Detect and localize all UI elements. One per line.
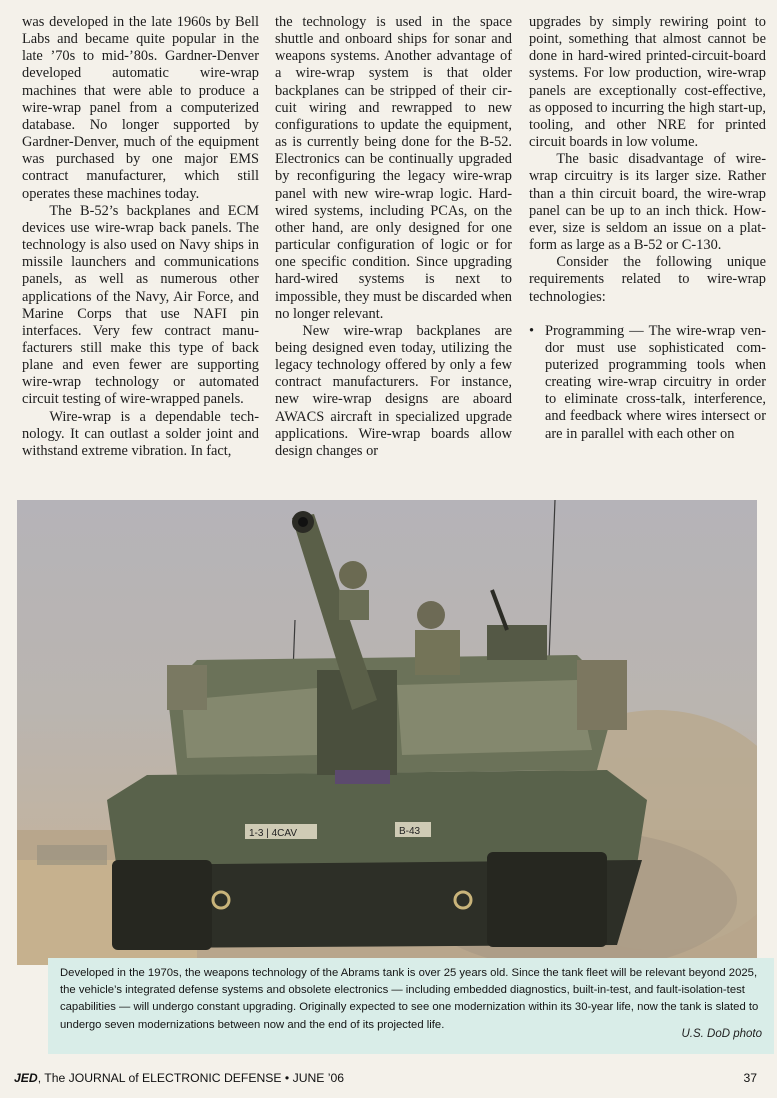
journal-logo: JED bbox=[14, 1071, 38, 1085]
text-column-3 bbox=[529, 14, 766, 443]
text-column-1 bbox=[22, 14, 259, 460]
paragraph: The B-52’s backplanes and ECM devices use wire-wrap back panels. The technology is also used on Navy ships in missile launchers and communications panels, as well as numerous other applications of the Navy, Air Force, and Marine Corps that use NAFI pin interfaces. Very few contract manufacturers still make this type of back plane and even fewer are supporting wire-wrap technology or automated circuit testing of wire-wrapped panels. bbox=[22, 202, 259, 408]
footer-separator: • bbox=[284, 1071, 290, 1085]
photo-caption bbox=[48, 958, 774, 1054]
journal-title: , The JOURNAL of ELECTRONIC DEFENSE bbox=[37, 1071, 282, 1085]
bumper-plate-right: B-43 bbox=[399, 826, 421, 837]
tank-illustration bbox=[17, 500, 757, 965]
paragraph: was developed in the late 1960s by Bell Labs and became quite popular in the late ’70s to mid-’80s. Gardner-Denver developed automatic wire-wrap machines that were able to produce a wire-wrap panel from a computerized database. No longer supported by Gardner-Denver, much of the equipment was purchased by one major EMS contract manufacturer, which still operates these machines today. bbox=[22, 14, 259, 202]
paragraph: New wire-wrap backplanes are being designed even today, utilizing the legacy technology offered by only a few contract manufacturers. For instance, new wire-wrap designs are aboard AWACS aircraft in specialized upgrade applications. Wire-wrap boards allow design changes or bbox=[275, 322, 512, 459]
photo-credit: U.S. DoD photo bbox=[681, 1028, 762, 1040]
page-number: 37 bbox=[743, 1071, 757, 1085]
tank-photo bbox=[17, 500, 757, 965]
paragraph: the technology is used in the space shuttle and onboard ships for sonar and weapons systems. Another advantage of a wire-wrap system is that older backplanes can be stripped of their circuit wiring and rewrapped to new configurations to update the equipment, as is currently being done for the B-52. Electronics can be continually upgraded by reconfiguring the legacy wire-wrap panel with new wire-wrap logic. Hard-wired systems, including PCAs, on the other hand, are only designed for one particular configuration of logic or for one specific condition. Since upgrading hard-wired systems is next to impossible, they must be discarded when no longer relevant. bbox=[275, 14, 512, 322]
bullet-text: Programming — The wire-wrap vendor must use sophisticated computerized programming tools when creating wire-wrap circuitry in order to eliminate cross-talk, interference, and feedback where wires intersect or are in parallel with each other on bbox=[545, 322, 766, 442]
bullet-icon: • bbox=[529, 322, 535, 339]
paragraph: The basic disadvantage of wire-wrap circuitry is its larger size. Rather than a thin circuit board, the wire-wrap panel can be up to an inch thick. However, size is seldom an issue on a platform as large as a B-52 or C-130. bbox=[529, 151, 766, 254]
paragraph: upgrades by simply rewiring point to point, something that almost cannot be done in hard-wired printed-circuit-board systems. For low production, wire-wrap panels are exceptionally cost-effective, as opposed to incurring the high start-up, tooling, and other NRE for printed circuit boards in low volume. bbox=[529, 14, 766, 151]
bumper-plate-left: 1-3 | 4CAV bbox=[249, 828, 297, 839]
page-footer bbox=[14, 1071, 759, 1087]
paragraph: Wire-wrap is a dependable technology. It can outlast a solder joint and withstand extreme vibration. In fact, bbox=[22, 408, 259, 459]
caption-text: Developed in the 1970s, the weapons technology of the Abrams tank is over 25 years old. Since the tank fleet will be relevant beyond 2025, the vehicle’s integrated defense systems and obsolete electronics — including embedded diagnostics, built-in-test, and fault-isolation-test capabilities — will undergo constant upgrading. Originally expected to see one modernization within its 30-year life, now the tank is slated to undergo seven modernizations between now and the end of its projected life. bbox=[60, 967, 759, 1031]
paragraph: Consider the following unique requirements related to wire-wrap technologies: bbox=[529, 254, 766, 305]
issue-date: JUNE ’06 bbox=[292, 1071, 345, 1085]
text-column-2 bbox=[275, 14, 512, 460]
bullet-list-item bbox=[529, 323, 766, 443]
